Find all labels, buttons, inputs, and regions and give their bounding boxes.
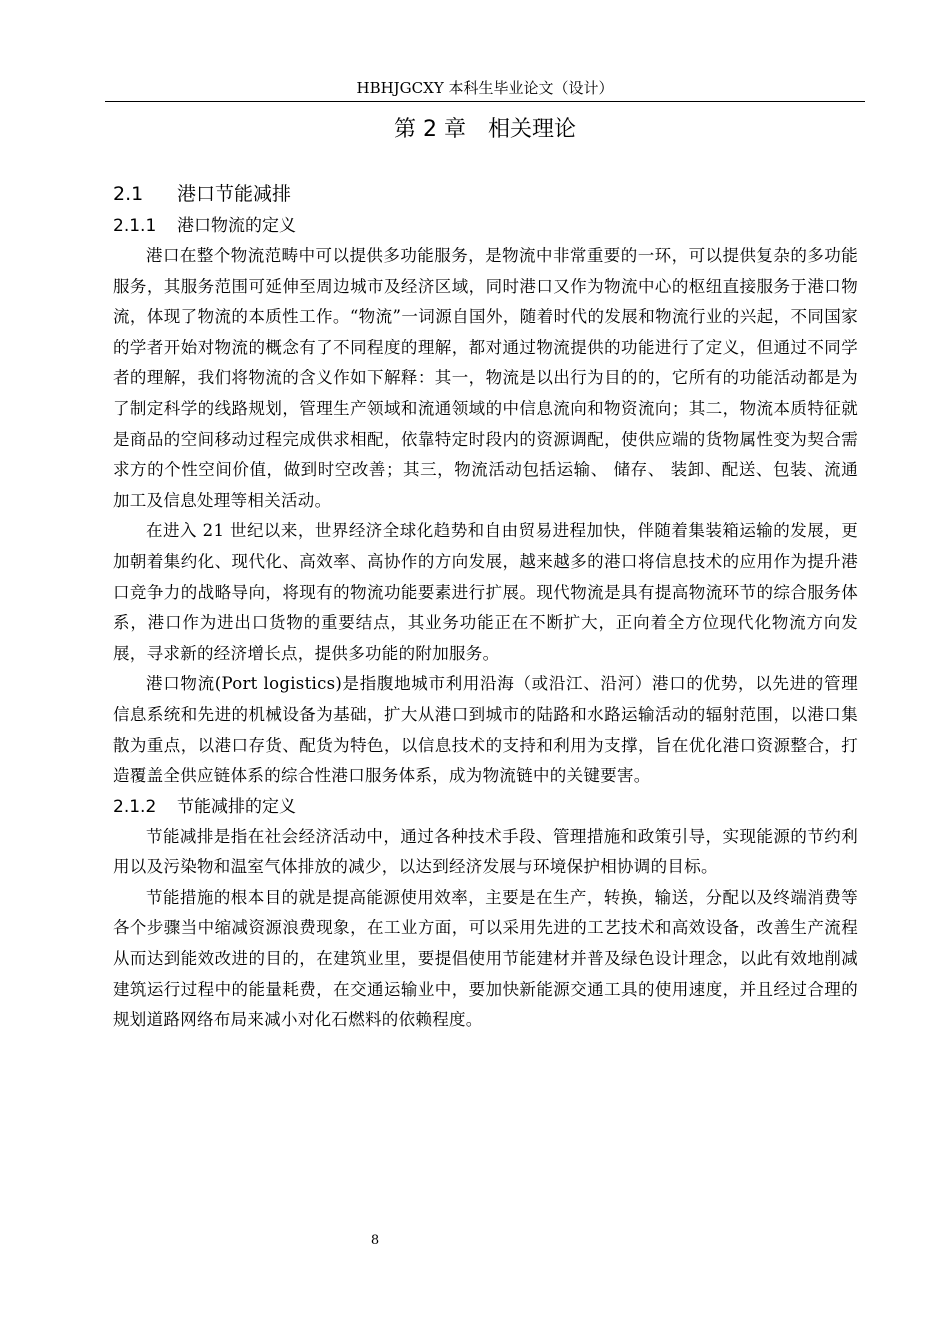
subsection-number: 2.1.1: [113, 216, 157, 236]
page-header: HBHJGCXY 本科生毕业论文（设计）: [356, 79, 614, 97]
chapter-name: 相关理论: [487, 117, 576, 142]
header-rule: [105, 101, 865, 102]
chapter-number: 第 2 章: [394, 117, 466, 142]
paragraph: 港口在整个物流范畴中可以提供多功能服务，是物流中非常重要的一环，可以提供复杂的多功能服务，其服务范围可延伸至周边城市及经济区域，同时港口又作为物流中心的枢纽直接服务于港口物流，体现了物流的本质性工作。“物流”一词源自国外，随着时代的发展和物流行业的兴起，不同国家的学者开始对物流的概念有了不同程度的理解，都对通过物流提供的功能进行了定义，但通过不同学者的理解，我们将物流的含义作如下解释：其一，物流是以出行为目的的，它所有的功能活动都是为了制定科学的线路规划，管理生产领域和流通领域的中信息流向和物资流向；其二，物流本质特征就是商品的空间移动过程完成供求相配，依靠特定时段内的资源调配，使供应端的货物属性变为契合需求方的个性空间价值，做到时空改善；其三，物流活动包括运输、 储存、 装卸、配送、包装、流通加工及信息处理等相关活动。: [113, 246, 858, 510]
section-heading: [113, 178, 858, 211]
subsection-heading: [113, 792, 858, 822]
page-content: [113, 178, 858, 1036]
section-title: 港口节能减排: [177, 183, 292, 205]
subsection-heading: [113, 211, 858, 241]
chapter-title: [105, 114, 865, 146]
paragraph: 港口物流(Port logistics)是指腹地城市利用沿海（或沿江、沿河）港口的优势，以先进的管理信息系统和先进的机械设备为基础，扩大从港口到城市的陆路和水路运输活动的辐射范围，以港口集散为重点，以港口存货、配货为特色，以信息技术的支持和利用为支撑，旨在优化港口资源整合，打造覆盖全供应链体系的综合性港口服务体系，成为物流链中的关键要害。: [113, 674, 858, 786]
page-number: 8: [370, 1233, 380, 1248]
paragraph: 在进入 21 世纪以来，世界经济全球化趋势和自由贸易进程加快，伴随着集装箱运输的发展，更加朝着集约化、现代化、高效率、高协作的方向发展，越来越多的港口将信息技术的应用作为提升港口竞争力的战略导向，将现有的物流功能要素进行扩展。现代物流是具有提高物流环节的综合服务体系，港口作为进出口货物的重要结点，其业务功能正在不断扩大，正向着全方位现代化物流方向发展，寻求新的经济增长点，提供多功能的附加服务。: [113, 521, 858, 663]
subsection-title: 港口物流的定义: [177, 216, 296, 236]
section-number: 2.1: [113, 183, 144, 205]
paragraph: 节能措施的根本目的就是提高能源使用效率，主要是在生产，转换，输送，分配以及终端消费等各个步骤当中缩减资源浪费现象，在工业方面，可以采用先进的工艺技术和高效设备，改善生产流程从而达到能效改进的目的，在建筑业里，要提倡使用节能建材并普及绿色设计理念，以此有效地削减建筑运行过程中的能量耗费，在交通运输业中，要加快新能源交通工具的使用速度，并且经过合理的规划道路网络布局来减小对化石燃料的依赖程度。: [113, 887, 858, 1030]
subsection-number: 2.1.2: [113, 796, 157, 817]
subsection-title: 节能减排的定义: [177, 796, 296, 817]
paragraph: 节能减排是指在社会经济活动中，通过各种技术手段、管理措施和政策引导，实现能源的节约利用以及污染物和温室气体排放的减少，以达到经济发展与环境保护相协调的目标。: [113, 826, 858, 877]
